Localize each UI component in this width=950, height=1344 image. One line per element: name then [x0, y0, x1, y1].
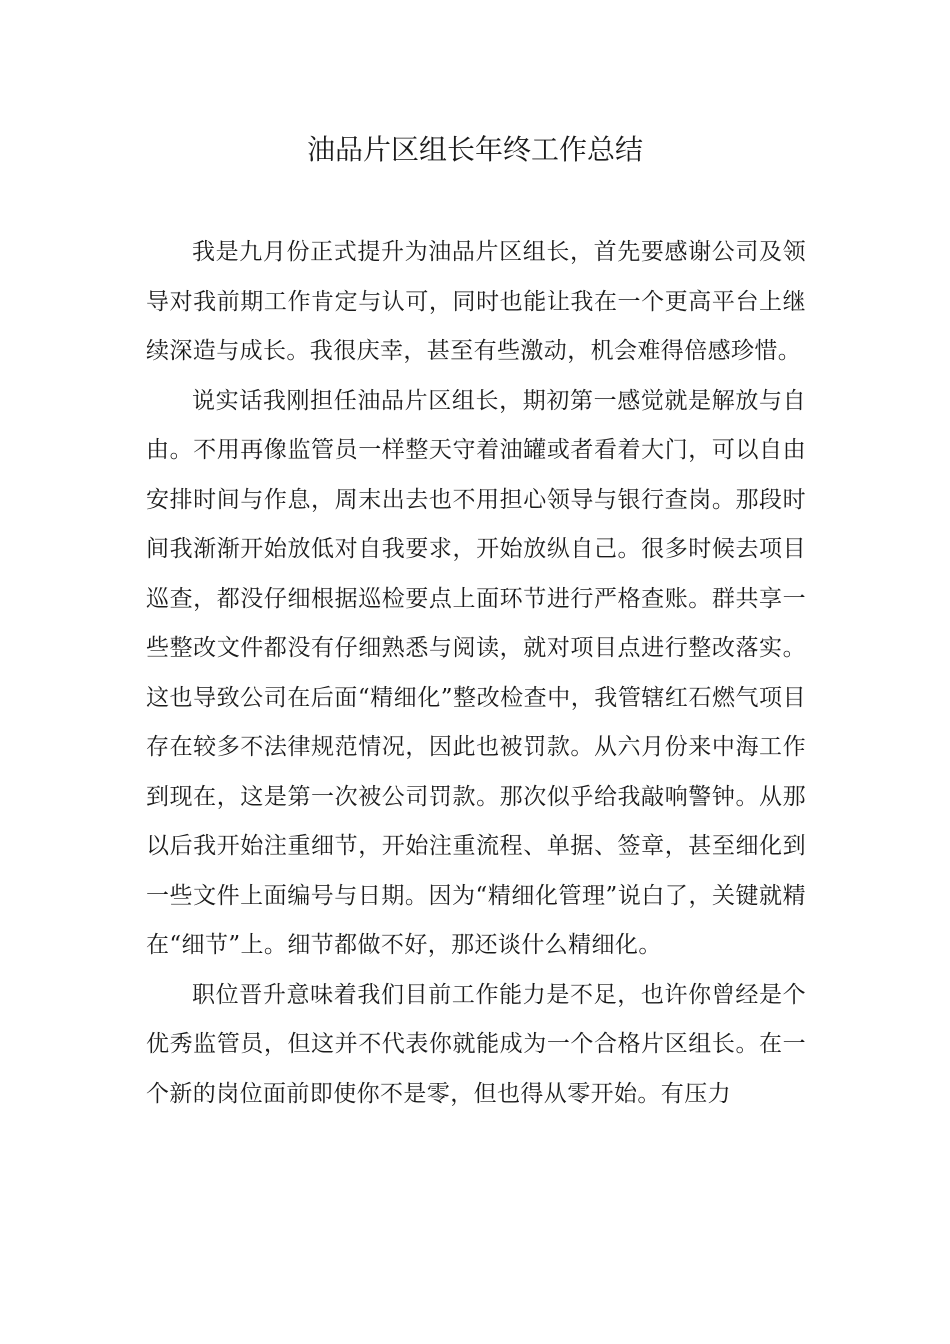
paragraph-1: 我是九月份正式提升为油品片区组长，首先要感谢公司及领导对我前期工作肯定与认可，同时也能让我在一个更高平台上继续深造与成长。我很庆幸，甚至有些激动，机会难得倍感珍惜。: [146, 239, 806, 364]
document-title: 油品片区组长年终工作总结: [306, 133, 643, 166]
paragraph-3: 职位晋升意味着我们目前工作能力是不足，也许你曾经是个优秀监管员，但这并不代表你就能成为一个合格片区组长。在一个新的岗位面前即使你不是零，但也得从零开始。有压力: [146, 981, 806, 1107]
document-body: [146, 228, 806, 1119]
paragraph-2: 说实话我刚担任油品片区组长，期初第一感觉就是解放与自由。不用再像监管员一样整天守着油罐或者看着大门，可以自由安排时间与作息，周末出去也不用担心领导与银行查岗。那段时间我渐渐开始放低对自我要求，开始放纵自己。很多时候去项目巡查，都没仔细根据巡检要点上面环节进行严格查账。群共享一些整改文件都没有仔细熟悉与阅读，就对项目点进行整改落实。这也导致公司在后面“精细化”整改检查中，我管辖红石燃气项目存在较多不法律规范情况，因此也被罚款。从六月份来中海工作到现在，这是第一次被公司罚款。那次似乎给我敲响警钟。从那以后我开始注重细节，开始注重流程、单据、签章，甚至细化到一些文件上面编号与日期。因为“精细化管理”说白了，关键就精在“细节”上。细节都做不好，那还谈什么精细化。: [146, 387, 806, 958]
